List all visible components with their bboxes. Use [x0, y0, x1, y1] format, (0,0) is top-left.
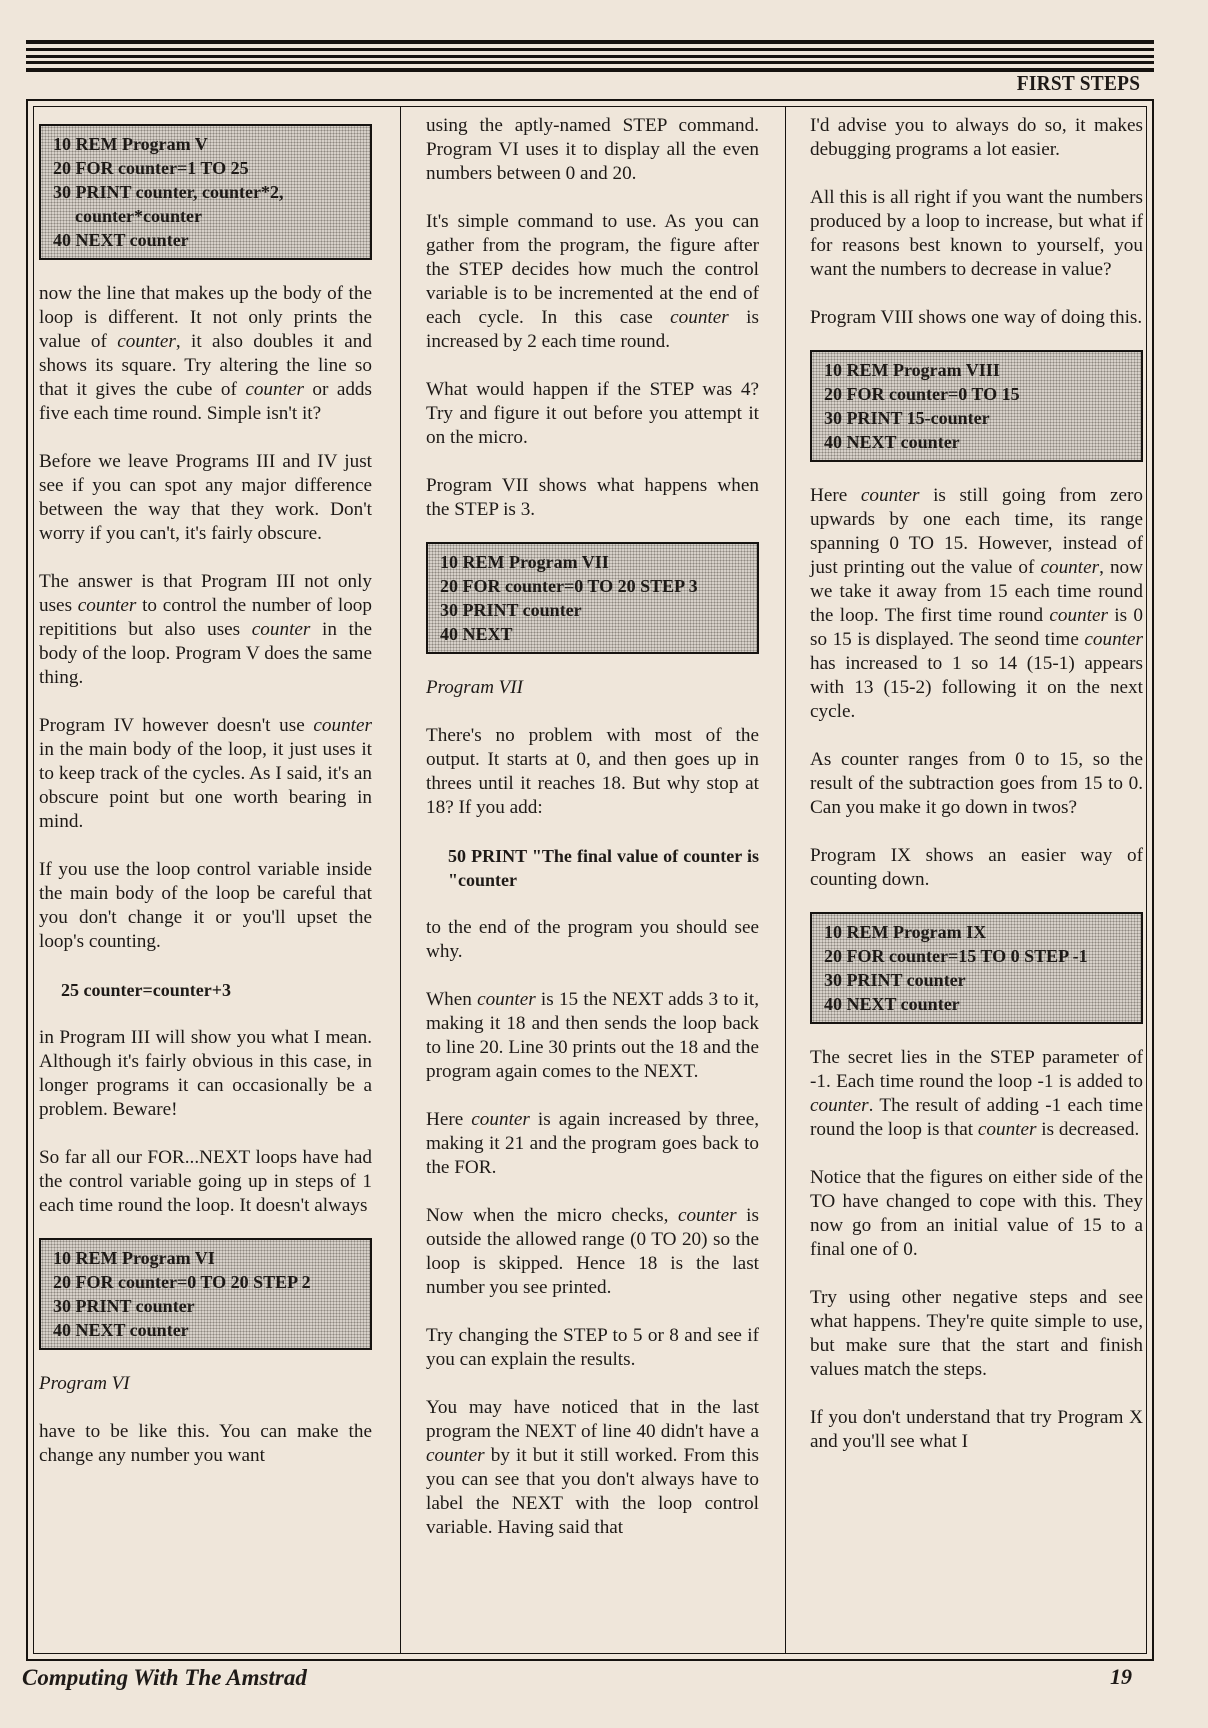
code-listing-program-ix — [810, 912, 1143, 1024]
code-line: 20 FOR counter=15 TO 0 STEP -1 — [824, 946, 1088, 966]
column-1 — [39, 114, 372, 1492]
paragraph: Before we leave Programs III and IV just see if you can spot any major difference between the way that they work. Don't worry if you can't, it's fairly obscure. — [39, 451, 372, 544]
paragraph: It's simple command to use. As you can gather from the program, the figure after the STEP decides how much the control variable is to be incremented at the end of each cycle. In this case counter is increased by 2 each time round. — [426, 211, 759, 352]
paragraph: have to be like this. You can make the change any number you want — [39, 1421, 372, 1466]
paragraph: The answer is that Program III not only uses counter to control the number of loop repititions but also uses counter in the body of the loop. Program V does the same thing. — [39, 571, 372, 688]
code-line: 20 FOR counter=0 TO 20 STEP 2 — [53, 1272, 311, 1292]
column-divider — [400, 106, 401, 1654]
paragraph: You may have noticed that in the last program the NEXT of line 40 didn't have a counter by it but it still worked. From this you can see that you don't always have to label the NEXT with the loop control variable. Having said that — [426, 1397, 759, 1538]
magazine-title: Computing With The Amstrad — [22, 1665, 307, 1690]
code-line: 30 PRINT counter, counter*2, — [53, 182, 284, 202]
code-line: 40 NEXT — [440, 624, 513, 644]
paragraph: Try changing the STEP to 5 or 8 and see if you can explain the results. — [426, 1325, 759, 1370]
paragraph: in Program III will show you what I mean. Although it's fairly obvious in this case, in longer programs it can occasionally be a problem. Beware! — [39, 1027, 372, 1120]
listing-caption: Program VI — [39, 1373, 130, 1394]
code-line: 40 NEXT counter — [53, 1320, 189, 1340]
code-line: 40 NEXT counter — [824, 432, 960, 452]
paragraph: Program VII shows what happens when the STEP is 3. — [426, 475, 759, 520]
code-line: 10 REM Program VII — [440, 552, 609, 572]
paragraph: There's no problem with most of the output. It starts at 0, and then goes up in threes until it reaches 18. But why stop at 18? If you add: — [426, 725, 759, 818]
paragraph: using the aptly-named STEP command. Program VI uses it to display all the even numbers between 0 and 20. — [426, 115, 759, 184]
inline-code: 50 PRINT "The final value of counter is "counter — [448, 846, 759, 890]
code-line: 10 REM Program VIII — [824, 360, 1000, 380]
code-listing-program-v — [39, 124, 372, 260]
paragraph: The secret lies in the STEP parameter of -1. Each time round the loop -1 is added to counter. The result of adding -1 each time round the loop is that counter is decreased. — [810, 1047, 1143, 1140]
column-divider — [785, 106, 786, 1654]
paragraph: I'd advise you to always do so, it makes debugging programs a lot easier. — [810, 115, 1143, 160]
code-line: 10 REM Program VI — [53, 1248, 215, 1268]
paragraph: Try using other negative steps and see what happens. They're quite simple to use, but make sure that the start and finish values match the steps. — [810, 1287, 1143, 1380]
code-line: 30 PRINT counter — [440, 600, 582, 620]
paragraph: So far all our FOR...NEXT loops have had the control variable going up in steps of 1 each time round the loop. It doesn't always — [39, 1147, 372, 1216]
paragraph: All this is all right if you want the numbers produced by a loop to increase, but what if for reasons best known to yourself, you want the numbers to decrease in value? — [810, 187, 1143, 280]
section-title: FIRST STEPS — [1016, 71, 1140, 95]
paragraph: When counter is 15 the NEXT adds 3 to it, making it 18 and then sends the loop back to line 20. Line 30 prints out the 18 and the program again comes to the NEXT. — [426, 989, 759, 1082]
code-line: 30 PRINT counter — [824, 970, 966, 990]
paragraph: As counter ranges from 0 to 15, so the result of the subtraction goes from 15 to 0. Can you make it go down in twos? — [810, 749, 1143, 818]
column-2 — [426, 114, 759, 1564]
paragraph: If you don't understand that try Program X and you'll see what I — [810, 1407, 1143, 1452]
code-line: 30 PRINT counter — [53, 1296, 195, 1316]
code-line: 20 FOR counter=0 TO 15 — [824, 384, 1020, 404]
code-listing-program-vii — [426, 542, 759, 654]
paragraph: Program IX shows an easier way of counting down. — [810, 845, 1143, 890]
code-line: 30 PRINT 15-counter — [824, 408, 990, 428]
inline-code: 25 counter=counter+3 — [61, 980, 231, 1000]
code-line: 10 REM Program IX — [824, 922, 987, 942]
code-line: counter*counter — [75, 206, 202, 226]
paragraph: Program VIII shows one way of doing this. — [810, 307, 1143, 328]
paragraph: Program IV however doesn't use counter in the main body of the loop, it just uses it to keep track of the cycles. As I said, it's an obscure point but one worth bearing in mind. — [39, 715, 372, 832]
code-line: 10 REM Program V — [53, 134, 208, 154]
paragraph: now the line that makes up the body of the loop is different. It not only prints the value of counter, it also doubles it and shows its square. Try altering the line so that it gives the cube of counter or adds five each time round. Simple isn't it? — [39, 283, 372, 424]
code-listing-program-vi — [39, 1238, 372, 1350]
code-line: 20 FOR counter=1 TO 25 — [53, 158, 249, 178]
code-listing-program-viii — [810, 350, 1143, 462]
listing-caption: Program VII — [426, 677, 523, 698]
code-line: 40 NEXT counter — [53, 230, 189, 250]
code-line: 40 NEXT counter — [824, 994, 960, 1014]
paragraph: What would happen if the STEP was 4? Try and figure it out before you attempt it on the micro. — [426, 379, 759, 448]
header-rules — [26, 40, 1154, 72]
paragraph: Here counter is again increased by three, making it 21 and the program goes back to the FOR. — [426, 1109, 760, 1178]
page-number: 19 — [1110, 1664, 1132, 1689]
paragraph: Here counter is still going from zero upwards by one each time, its range spanning 0 TO 15. However, instead of just printing out the value of counter, now we take it away from 15 each time round the loop. The first time round counter is 0 so 15 is displayed. The seond time counter has increased to 1 so 14 (15-1) appears with 13 (15-2) following it on the next cycle. — [810, 485, 1144, 722]
column-3 — [810, 114, 1143, 1478]
code-line: 20 FOR counter=0 TO 20 STEP 3 — [440, 576, 698, 596]
paragraph: Now when the micro checks, counter is outside the allowed range (0 TO 20) so the loop is skipped. Hence 18 is the last number you see printed. — [426, 1205, 759, 1298]
paragraph: If you use the loop control variable inside the main body of the loop be careful that you don't change it or you'll upset the loop's counting. — [39, 859, 372, 952]
paragraph: Notice that the figures on either side of the TO have changed to cope with this. They now go from an initial value of 15 to a final one of 0. — [810, 1167, 1143, 1260]
paragraph: to the end of the program you should see why. — [426, 917, 759, 962]
